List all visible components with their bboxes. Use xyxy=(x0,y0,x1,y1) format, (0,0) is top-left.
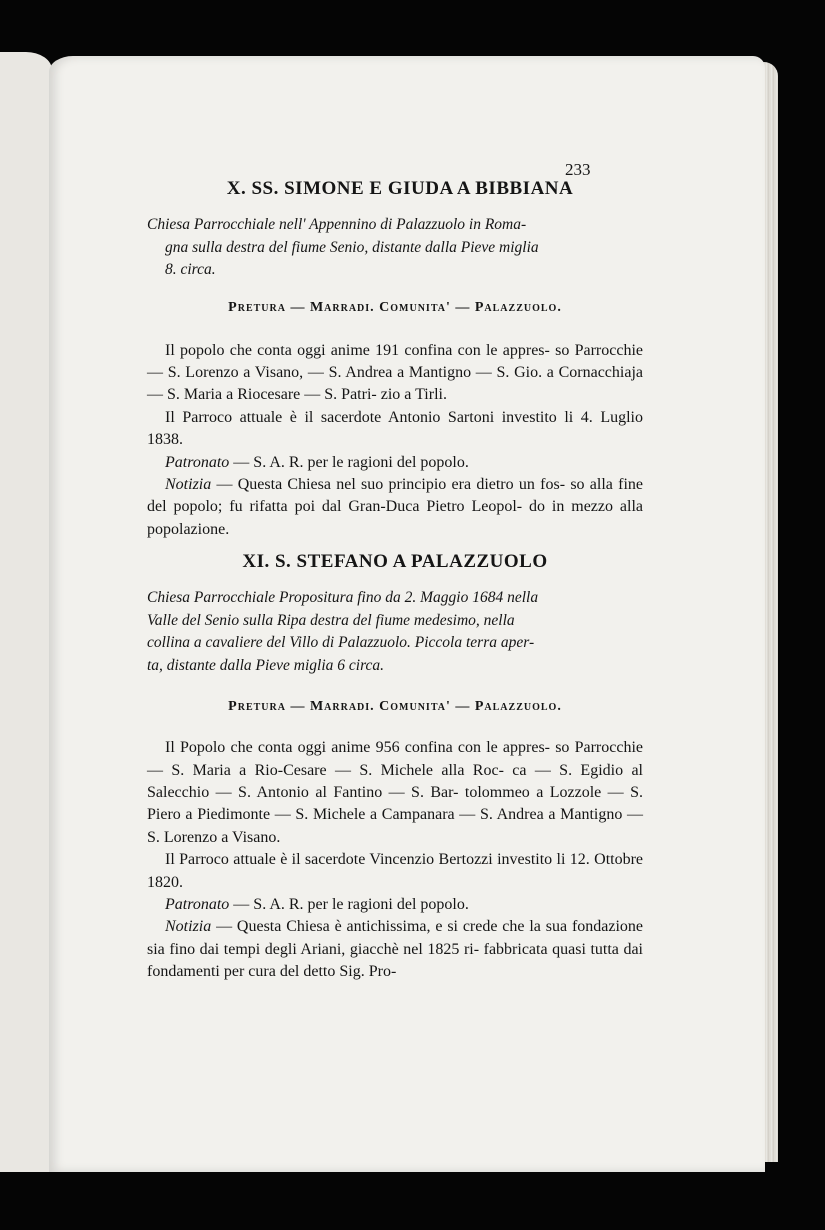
description-line: Chiesa Parrocchiale nell' Appennino di Palazzuolo in Roma- xyxy=(147,216,527,233)
paragraph-patronato xyxy=(147,452,643,474)
description-line: Chiesa Parrocchiale Propositura fino da 2. Maggio 1684 nella xyxy=(147,589,539,607)
church-description-palazzuolo xyxy=(147,587,643,677)
text-line: Campanara — S. Andrea a Mantigno — S. Lorenzo a Visano. xyxy=(147,806,643,846)
text-line: so Parrocchie — S. Maria a Rio-Cesare — S. Michele alla Roc- xyxy=(147,739,644,779)
description-line: gna sulla destra del fiume Senio, distante dalla Pieve miglia xyxy=(165,238,539,256)
text-line: ca — S. Egidio al Salecchio — S. Antonio al Fantino — S. Bar- xyxy=(147,761,644,801)
patronato-label: Patronato xyxy=(165,896,230,913)
description-line: collina a cavaliere del Villo di Palazzuolo. Piccola terra aper- xyxy=(147,634,535,652)
description-line: 8. circa. xyxy=(165,261,216,278)
section-body-palazzuolo xyxy=(147,737,643,983)
text-line: fabbricata quasi tutta dai fondamenti per cura del detto Sig. Pro- xyxy=(147,940,643,981)
text-line: — S. A. R. per le ragioni del popolo. xyxy=(229,896,469,913)
description-line: ta, distante dalla Pieve miglia 6 circa. xyxy=(147,656,385,674)
section-heading-palazzuolo: XI. S. STEFANO A PALAZZUOLO xyxy=(242,551,548,573)
text-line: Il Parroco attuale è il sacerdote Antonio Sartoni investito li xyxy=(165,408,574,426)
text-line: — S. Gio. a Cornacchiaja — S. Maria a Riocesare — S. Patri- xyxy=(147,363,643,404)
description-line: Valle del Senio sulla Ripa destra del fiume medesimo, nella xyxy=(147,611,515,629)
paragraph-notizia xyxy=(147,474,643,541)
text-line: zio a Tirli. xyxy=(380,386,447,404)
notizia-label: Notizia xyxy=(165,918,212,936)
text-line: Il Popolo che conta oggi anime 956 confina con le appres- xyxy=(165,739,551,757)
text-line: do in mezzo alla popolazione. xyxy=(147,498,644,538)
paragraph-patronato xyxy=(147,894,643,916)
text-line: fondazione sia fino dai tempi degli Ariani, giacchè nel 1825 ri- xyxy=(147,918,644,958)
text-line: Il popolo che conta oggi anime 191 confina con le appres- xyxy=(165,341,550,359)
text-line: — Questa Chiesa è antichissima, e si crede che la sua xyxy=(211,918,568,936)
paragraph-parroco xyxy=(147,407,643,452)
notizia-label: Notizia xyxy=(165,475,212,493)
section-heading-bibbiana: X. SS. SIMONE E GIUDA A BIBBIANA xyxy=(226,178,574,199)
text-line: Il Parroco attuale è il sacerdote Vincenzio Bertozzi investito xyxy=(165,851,553,869)
section-body-bibbiana xyxy=(147,340,643,542)
text-line: — Questa Chiesa nel suo principio era dietro un fos- xyxy=(211,475,566,493)
page-number: 233 xyxy=(565,160,591,179)
text-line: tolommeo a Lozzole — S. Piero a Piedimonte — S. Michele a xyxy=(147,783,643,824)
text-line: li 12. Ottobre 1820. xyxy=(147,851,644,891)
facing-page xyxy=(0,52,52,1172)
paragraph-notizia xyxy=(147,916,643,983)
text-line: so Parrocchie — S. Lorenzo a Visano, — S. Andrea a Mantigno xyxy=(147,341,644,381)
paragraph-confini xyxy=(147,340,643,407)
church-description-bibbiana xyxy=(147,214,643,282)
paragraph-parroco xyxy=(147,849,643,894)
text-line: 4. Luglio 1838. xyxy=(147,408,644,449)
book-page xyxy=(49,56,765,1172)
patronato-label: Patronato xyxy=(165,453,230,471)
text-line: — S. A. R. per le ragioni del popolo. xyxy=(229,453,469,471)
page-content xyxy=(147,156,643,984)
text-line: so alla fine del popolo; fu rifatta poi dal Gran-Duca Pietro Leopol- xyxy=(147,475,644,516)
paragraph-confini xyxy=(147,737,643,849)
pretura-line-bibbiana: Pretura — Marradi. Comunita' — Palazzuolo. xyxy=(228,299,562,315)
pretura-line-palazzuolo: Pretura — Marradi. Comunita' — Palazzuolo. xyxy=(228,699,562,715)
